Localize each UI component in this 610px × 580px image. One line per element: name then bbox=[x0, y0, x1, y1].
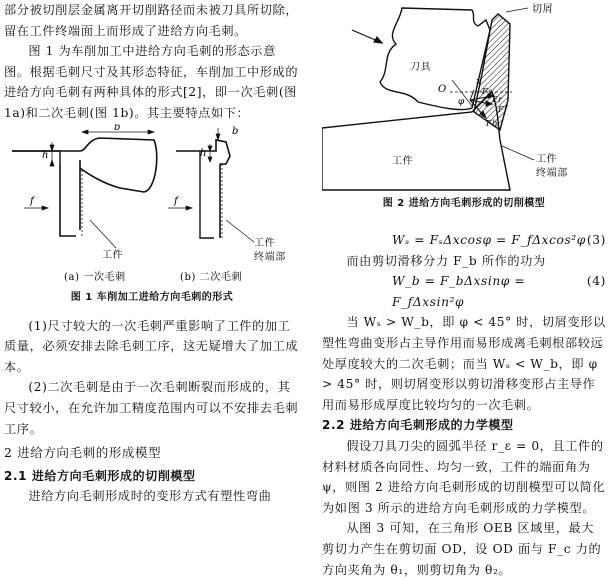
figure-1b-subcaption: (b) 二次毛刺 bbox=[180, 271, 243, 283]
equation-3-body: Wₛ = FₛΔxcosφ = F_fΔxcos²φ bbox=[392, 233, 586, 247]
paragraph-shear-work: 而由剪切滑移分力 F_b 所作的功为 bbox=[346, 253, 546, 268]
figure-1a-label-workpiece: 工件 bbox=[102, 249, 124, 261]
equation-3-number: (3) bbox=[586, 233, 606, 247]
figure-1 bbox=[4, 124, 300, 316]
tool-body bbox=[380, 8, 490, 110]
equation-3 bbox=[322, 230, 606, 251]
figure-1b-label-b: b bbox=[232, 125, 240, 137]
section-2-1-heading: 2.1 进给方向毛刺形成的切削模型 bbox=[4, 468, 196, 483]
figure-1b-label-h: h bbox=[200, 147, 208, 159]
paragraph-fig1-reference: 图 1 为车削加工中进给方向毛刺的形态示意图。根据毛刺尺寸及其形态特征，车削加工中形成的进给方向毛刺有两种具体的形式[2]，即一次毛刺(图 1a)和二次毛刺(图 1b)。其主要特点如下： bbox=[4, 44, 299, 120]
chip-leader bbox=[506, 8, 528, 12]
figure-1-caption: 图 1 车削加工进给方向毛刺的形式 bbox=[70, 291, 234, 303]
list-item-2: (2)二次毛刺是由于一次毛刺断裂而形成的，其尺寸较小，在允许加工精度范围内可以不安排去毛刺工序。 bbox=[4, 380, 299, 436]
figure-2-label-Fb: Fb bbox=[486, 119, 498, 128]
figure-2-label-Fr: Fr bbox=[492, 95, 503, 104]
figure-2-caption: 图 2 进给方向毛刺形成的切削模型 bbox=[382, 198, 546, 209]
figure-1a-label-h: h bbox=[42, 149, 50, 161]
figure-1a-label-b: b bbox=[114, 123, 122, 133]
section-2-heading: 2 进给方向毛刺的形成模型 bbox=[4, 445, 162, 461]
figure-2-label-phi: φ bbox=[458, 97, 465, 107]
terminal-leader bbox=[502, 146, 534, 160]
figure-1a-label-f: f bbox=[30, 195, 35, 207]
figure-2-label-Fs: Fs bbox=[482, 87, 493, 96]
left-column bbox=[4, 0, 300, 507]
figure-1b-label-workpiece: 工件 bbox=[254, 237, 276, 249]
feed-arrow bbox=[352, 30, 382, 43]
figure-2-label-chip: 切屑 bbox=[532, 4, 554, 15]
figure-1a-subcaption: (a) 一次毛刺 bbox=[64, 271, 126, 283]
figure-2-label-x: x bbox=[476, 77, 482, 87]
right-column bbox=[322, 0, 606, 580]
equation-4-body: W_b = F_bΔxsinφ = F_fΔxsin²φ bbox=[392, 274, 526, 309]
figure-2-label-tool: 刀具 bbox=[410, 62, 432, 73]
figure-1a-primary-burr bbox=[12, 138, 157, 236]
paragraph-assumption: 假设刀具刀尖的圆弧半径 r_ε = 0，且工件的材料材质各向同性、均匀一致，工件的端面角为 ψ，则图 2 进给方向毛刺形成的切削模型可以简化为如图 3 所示的进给方向毛刺形成的力学模型。 bbox=[322, 438, 606, 515]
paragraph-fig3: 从图 3 可知，在三角形 OEB 区域里，最大剪切力产生在剪切面 OD，设 OD 面与 F_c 力的方向夹角为 θ₁，则剪切角为 θ₂。 bbox=[322, 521, 602, 577]
figure-1b-dimensions bbox=[168, 125, 254, 242]
figure-2-label-O: O bbox=[438, 84, 447, 95]
list-item-1: (1)尺寸较大的一次毛刺严重影响了工件的加工质量，必须安排去除毛刺工序，这无疑增大了加工成本。 bbox=[4, 318, 299, 374]
equation-4-number: (4) bbox=[586, 274, 606, 289]
section-2-2-heading: 2.2 进给方向毛刺形成的力学模型 bbox=[322, 418, 514, 433]
figure-1b-label-f: f bbox=[174, 195, 179, 207]
figure-2-label-wp-terminal-1: 工件 bbox=[536, 154, 558, 165]
figure-2-label-Ff: Ff bbox=[498, 105, 508, 114]
paragraph-last: 进给方向毛刺形成时的变形方式有塑性弯曲 bbox=[28, 489, 272, 504]
paragraph-intro: 部分被切削层金属离开切削路径而未被刀具所切除，留在工件终端面上而形成了进给方向毛刺。 bbox=[4, 3, 299, 38]
paragraph-compare: 当 Wₛ > W_b，即 φ < 45° 时，切屑变形以塑性弯曲变形占主导作用而易形成离毛刺根部较远处厚度较大的二次毛刺；而当 Wₛ < W_b，即 φ > 45° 时，则切屑变形以剪切滑移变形占主导作用而易形成厚度比较均匀的一次毛刺。 bbox=[322, 315, 606, 412]
figure-2 bbox=[322, 0, 606, 226]
equation-4 bbox=[322, 271, 606, 312]
figure-2-label-workpiece: 工件 bbox=[392, 156, 414, 167]
figure-1a-dimensions bbox=[24, 130, 154, 248]
figure-2-drawing bbox=[322, 0, 606, 206]
figure-2-label-wp-terminal-2: 终端部 bbox=[536, 168, 568, 179]
figure-1-drawing bbox=[4, 124, 300, 284]
figure-1b-label-terminal: 终端部 bbox=[254, 251, 286, 263]
